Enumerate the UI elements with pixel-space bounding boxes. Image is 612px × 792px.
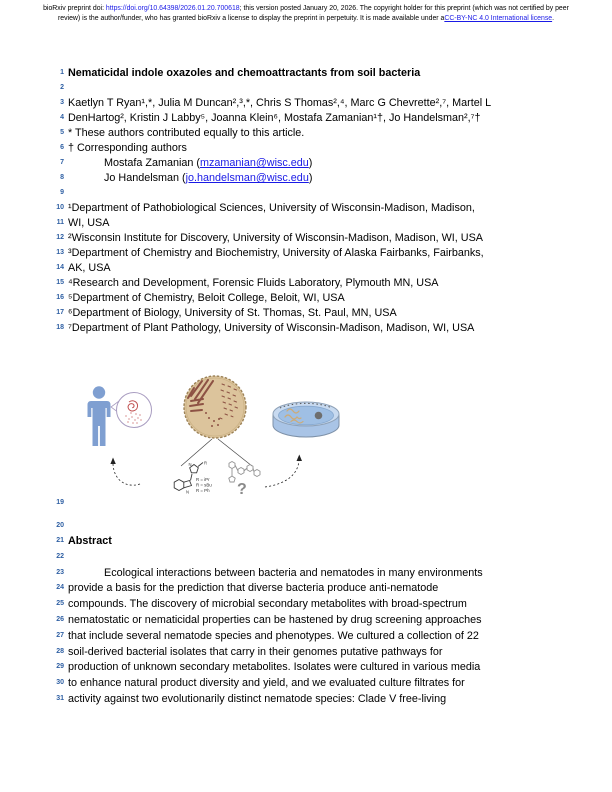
license-link[interactable]: CC-BY-NC 4.0 International license xyxy=(444,15,553,22)
line-number: 6 xyxy=(60,144,64,151)
banner-text-pre: bioRxiv preprint doi: xyxy=(43,5,106,12)
line-number: 18 xyxy=(56,324,64,331)
line-number: 7 xyxy=(60,159,64,166)
front-matter-block xyxy=(0,66,612,336)
affiliation-7: ⁷Department of Plant Pathology, University of Wisconsin-Madison, Madison, WI, USA xyxy=(68,322,475,334)
curved-arrow-left-icon xyxy=(110,458,140,486)
abstract-text-line: provide a basis for the prediction that diverse bacteria produce anti-nematode xyxy=(68,582,439,595)
callout-line-right xyxy=(218,439,252,466)
corr-close-2: ) xyxy=(308,172,313,184)
manuscript-line xyxy=(0,291,612,306)
manuscript-line xyxy=(0,676,612,692)
manuscript-line xyxy=(0,692,612,708)
indole-n-label: N xyxy=(186,489,190,495)
author-list-line-2: DenHartog², Kristin J Labby⁵, Joanna Klein⁶, Mostafa Zamanian¹†, Jo Handelsman²,⁷† xyxy=(68,112,481,124)
manuscript-line xyxy=(0,216,612,231)
manuscript-line xyxy=(0,613,612,629)
line-number: 12 xyxy=(56,234,64,241)
question-mark-icon: ? xyxy=(237,481,247,498)
line-number: 20 xyxy=(56,522,64,529)
manuscript-line xyxy=(0,496,612,511)
manuscript-line xyxy=(0,550,612,566)
line-number: 14 xyxy=(56,264,64,271)
line-number: 28 xyxy=(56,647,64,655)
manuscript-line xyxy=(0,186,612,201)
food-spot-icon xyxy=(315,412,323,420)
email-link-zamanian[interactable]: mzamanian@wisc.edu xyxy=(200,157,309,169)
line-number: 5 xyxy=(60,129,64,136)
affiliation-6: ⁶Department of Biology, University of St. Thomas, St. Paul, MN, USA xyxy=(68,307,397,319)
line-number: 30 xyxy=(56,679,64,687)
equal-contribution-note: * These authors contributed equally to this article. xyxy=(68,127,305,139)
manuscript-line xyxy=(0,111,612,126)
manuscript-line xyxy=(0,645,612,661)
culture-plate-icon xyxy=(184,376,246,438)
corr-name-1: Mostafa Zamanian ( xyxy=(104,157,201,169)
affiliation-1-cont: WI, USA xyxy=(68,217,110,229)
line-number: 4 xyxy=(60,114,64,121)
manuscript-line xyxy=(0,519,612,534)
manuscript-line xyxy=(0,201,612,216)
article-title: Nematicidal indole oxazoles and chemoattractants from soil bacteria xyxy=(68,67,421,79)
abstract-text-line: nematostatic or nematicidal properties can be hastened by drug screening approaches xyxy=(68,613,482,626)
line-number: 9 xyxy=(60,189,64,196)
line-number: 1 xyxy=(60,69,64,76)
unknown-molecules-icon xyxy=(229,462,260,483)
line-number: 24 xyxy=(56,584,64,592)
oxazole-r-label: R xyxy=(204,460,208,466)
line-number: 21 xyxy=(56,537,64,544)
line-number: 17 xyxy=(56,309,64,316)
oxazole-n-label: N xyxy=(188,462,192,467)
manuscript-line xyxy=(0,261,612,276)
manuscript-line xyxy=(0,126,612,141)
abstract-text-line: that include several nematode species and phenotypes. We cultured a collection of 22 xyxy=(68,629,479,642)
banner-text-mid: ; this version posted January 20, 2026. The copyright holder for this preprint (which was not certified by peer review) is the author/funder, who has granted bioRxiv a license to display the preprint in perpetuity. It is made available under a xyxy=(57,5,569,22)
worm-assay-dish-icon xyxy=(273,402,339,437)
line-number: 22 xyxy=(56,552,64,560)
line-number: 8 xyxy=(60,174,64,181)
curved-arrow-right-icon xyxy=(265,455,302,488)
corr-close-1: ) xyxy=(308,157,313,169)
manuscript-line xyxy=(0,629,612,645)
abstract-text-line: Ecological interactions between bacteria and nematodes in many environments xyxy=(104,566,483,579)
line-number: 29 xyxy=(56,663,64,671)
affiliation-1: ¹Department of Pathobiological Sciences, University of Wisconsin-Madison, Madison, xyxy=(68,202,475,214)
corr-name-2: Jo Handelsman ( xyxy=(104,172,186,184)
affiliation-2: ²Wisconsin Institute for Discovery, University of Wisconsin-Madison, Madison, WI, USA xyxy=(68,232,483,244)
r-group-labels xyxy=(196,477,212,493)
manuscript-line xyxy=(0,321,612,336)
line-number: 31 xyxy=(56,694,64,702)
line-number: 3 xyxy=(60,99,64,106)
manuscript-line xyxy=(0,171,612,186)
line-number: 23 xyxy=(56,568,64,576)
line-number: 27 xyxy=(56,631,64,639)
author-list-line-1: Kaetlyn T Ryan¹,*, Julia M Duncan²,³,*, Chris S Thomas²,⁴, Marc G Chevrette²,⁷, Martel L xyxy=(68,97,492,109)
abstract-heading: Abstract xyxy=(68,535,112,547)
line-number: 11 xyxy=(56,219,64,226)
banner-text-post: . xyxy=(552,15,555,22)
graphical-abstract xyxy=(82,368,352,508)
manuscript-line xyxy=(0,566,612,582)
abstract-text-line: activity against two evolutionarily distinct nematode species: Clade V free-living xyxy=(68,692,447,705)
abstract-text-line: production of unknown secondary metabolites. Isolates were cultured in various media xyxy=(68,661,481,674)
manuscript-line xyxy=(0,534,612,550)
affiliation-4: ⁴Research and Development, Forensic Fluids Laboratory, Plymouth MN, USA xyxy=(68,277,439,289)
manuscript-line xyxy=(0,581,612,597)
affiliation-5: ⁵Department of Chemistry, Beloit College, Beloit, WI, USA xyxy=(68,292,345,304)
manuscript-line xyxy=(0,141,612,156)
manuscript-line xyxy=(0,156,612,171)
biorxiv-banner xyxy=(41,4,571,24)
manuscript-line xyxy=(0,660,612,676)
abstract-text-line: compounds. The discovery of microbial secondary metabolites with broad-spectrum xyxy=(68,598,467,611)
manuscript-line xyxy=(0,306,612,321)
manuscript-line xyxy=(0,81,612,96)
r-label-1: R = iPr xyxy=(196,477,210,482)
abstract-text-line: soil-derived bacterial isolates that carry in their genomes putative pathways for xyxy=(68,645,443,658)
person-icon xyxy=(88,386,111,446)
line-number: 26 xyxy=(56,615,64,623)
manuscript-line xyxy=(0,246,612,261)
manuscript-line xyxy=(0,66,612,81)
doi-link[interactable]: https://doi.org/10.64398/2026.01.20.700618 xyxy=(105,5,240,12)
callout-line-left xyxy=(181,439,212,466)
affiliation-3-cont: AK, USA xyxy=(68,262,111,274)
corresponding-author-zamanian xyxy=(68,156,604,170)
line-number: 15 xyxy=(56,279,64,286)
manuscript-line xyxy=(0,597,612,613)
line-number: 19 xyxy=(56,499,64,506)
line-number: 16 xyxy=(56,294,64,301)
line-number: 13 xyxy=(56,249,64,256)
manuscript-line xyxy=(0,96,612,111)
abstract-text-line: to enhance natural product diversity and yield, and we evaluated culture filtrates for xyxy=(68,677,465,690)
line-number: 2 xyxy=(60,84,64,91)
r-label-2: R = sBu xyxy=(196,482,212,488)
email-link-handelsman[interactable]: jo.handelsman@wisc.edu xyxy=(185,172,309,184)
manuscript-line xyxy=(0,276,612,291)
manuscript-line xyxy=(0,231,612,246)
corresponding-authors-note: † Corresponding authors xyxy=(68,142,187,154)
corresponding-author-handelsman xyxy=(68,171,604,185)
r-label-3: R = Ph xyxy=(196,488,210,493)
line-number: 10 xyxy=(56,204,64,211)
affiliation-3: ³Department of Chemistry and Biochemistry, University of Alaska Fairbanks, Fairbanks, xyxy=(68,247,484,259)
magnifier-bubble-icon xyxy=(111,393,152,428)
abstract-block xyxy=(0,534,612,708)
line-number: 25 xyxy=(56,600,64,608)
